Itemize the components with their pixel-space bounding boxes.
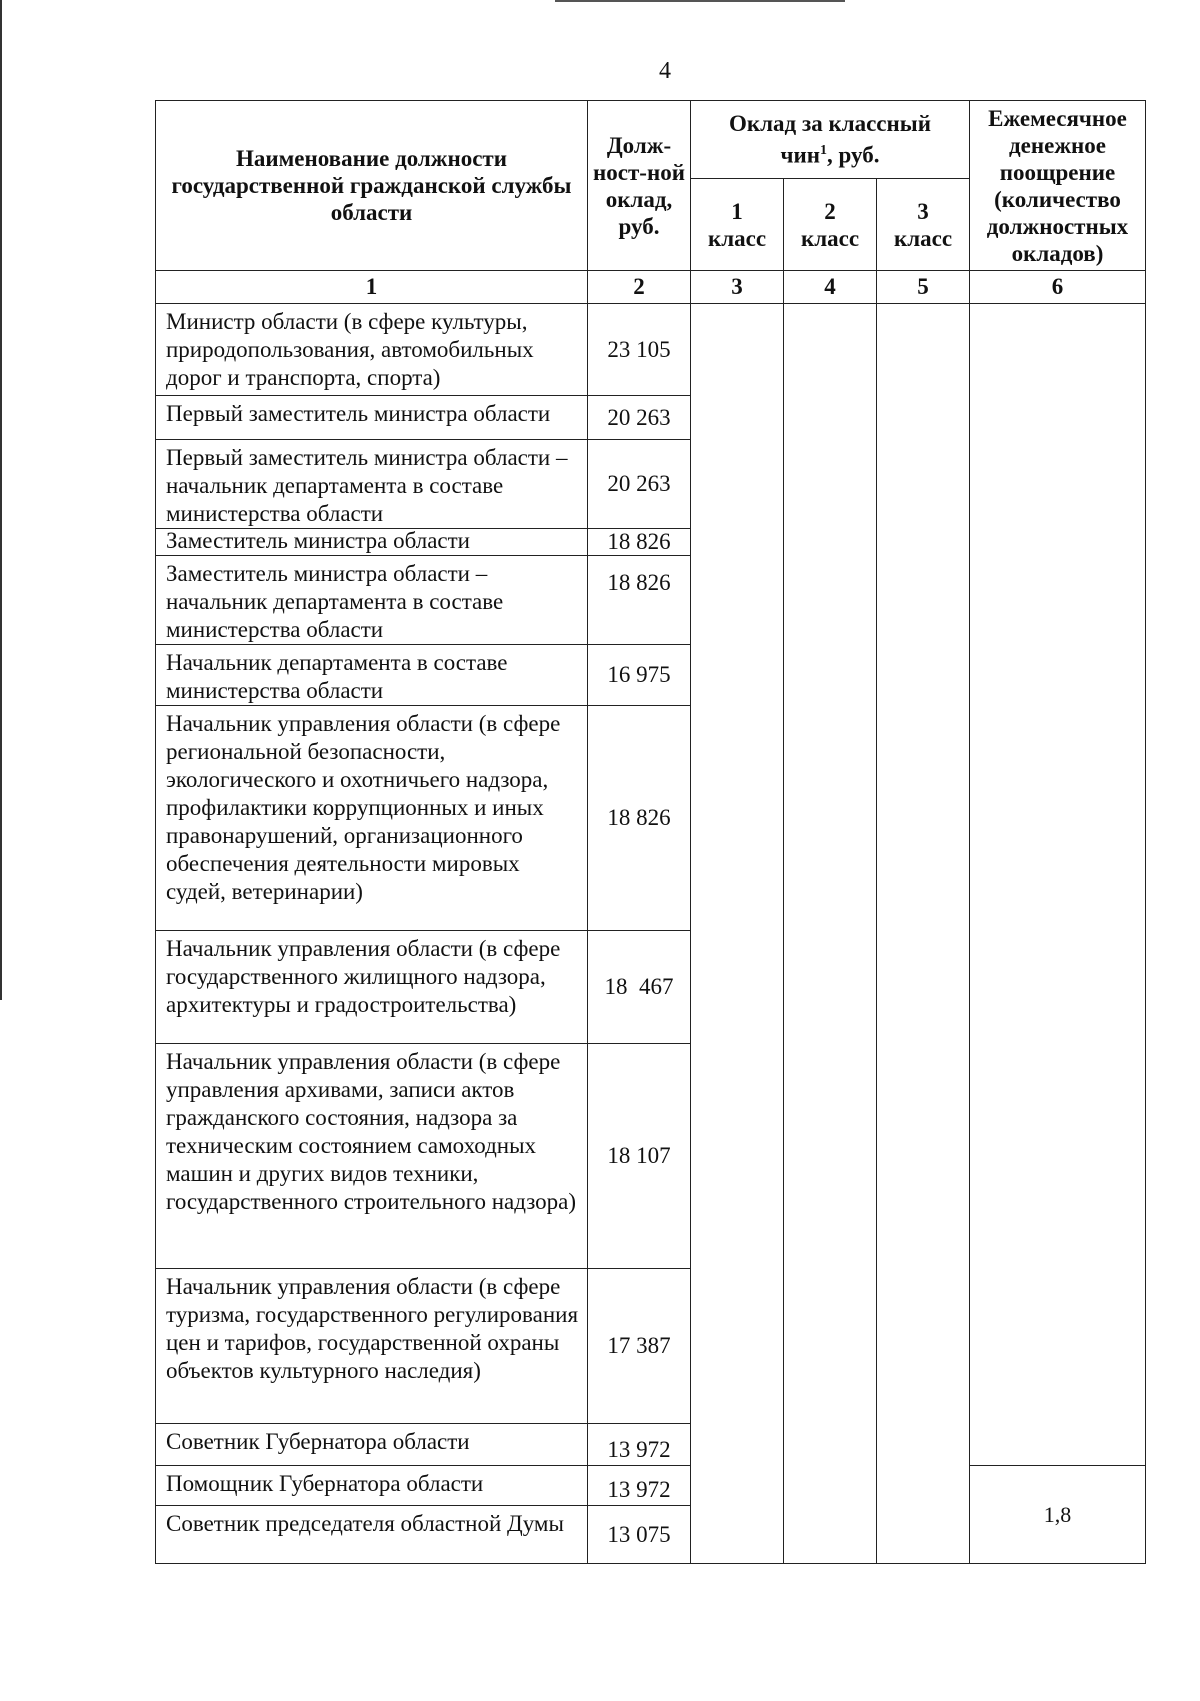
page-number: 4 [659,58,671,84]
header-salary: Долж-ност-ной оклад, руб. [588,101,691,271]
column-number: 6 [970,271,1146,304]
header-class-rank-suffix: , руб. [827,142,880,168]
position-name: Начальник управления области (в сфере государственного жилищного надзора, архитектуры и градостроительства) [156,931,588,1044]
header-class-rank-prefix: Оклад за классный чин [729,111,931,168]
column-number: 4 [784,271,877,304]
header-class-3: 3 класс [877,179,970,271]
bonus-cell-empty [970,304,1146,1466]
position-salary: 18 826 [588,556,691,645]
salary-table [155,100,1146,1564]
position-salary: 23 105 [588,304,691,396]
position-salary: 13 972 [588,1466,691,1506]
scan-artifact-top [555,0,845,2]
header-class-rank [691,101,970,179]
header-bonus: Ежемесячное денежное поощрение (количество должностных окладов) [970,101,1146,271]
class-2-cell [784,304,877,1564]
position-salary: 17 387 [588,1269,691,1424]
table-row [156,1466,1146,1506]
bonus-value: 1,8 [970,1466,1146,1564]
position-name: Первый заместитель министра области – начальник департамента в составе министерства области [156,440,588,529]
position-salary: 13 075 [588,1506,691,1564]
header-class-rank-footnote: 1 [820,143,828,159]
position-name: Начальник управления области (в сфере управления архивами, записи актов гражданского состояния, надзора за техническим состоянием самоходных машин и других видов техники, государственного строительного надзора) [156,1044,588,1269]
position-name: Начальник управления области (в сфере туризма, государственного регулирования цен и тарифов, государственной охраны объектов культурного наследия) [156,1269,588,1424]
column-number: 5 [877,271,970,304]
position-salary: 18 107 [588,1044,691,1269]
position-salary: 16 975 [588,645,691,706]
position-name: Заместитель министра области – начальник департамента в составе министерства области [156,556,588,645]
header-class-2: 2 класс [784,179,877,271]
position-name: Заместитель министра области [156,529,588,556]
column-number: 3 [691,271,784,304]
header-class-1: 1 класс [691,179,784,271]
header-position-name: Наименование должности государственной гражданской службы области [156,101,588,271]
position-name: Министр области (в сфере культуры, природопользования, автомобильных дорог и транспорта, спорта) [156,304,588,396]
position-name: Начальник департамента в составе министерства области [156,645,588,706]
position-name: Первый заместитель министра области [156,396,588,440]
column-number: 1 [156,271,588,304]
position-name: Помощник Губернатора области [156,1466,588,1506]
position-salary: 13 972 [588,1424,691,1466]
position-name: Начальник управления области (в сфере региональной безопасности, экологического и охотничьего надзора, профилактики коррупционных и иных правонарушений, организационного обеспечения деятельности мировых судей, ветеринарии) [156,706,588,931]
position-salary: 18 826 [588,529,691,556]
position-salary: 18 826 [588,706,691,931]
position-salary: 20 263 [588,440,691,529]
column-numbers-row [156,271,1146,304]
position-salary: 20 263 [588,396,691,440]
class-1-cell [691,304,784,1564]
position-salary: 18 467 [588,931,691,1044]
scan-artifact-left [0,0,2,1000]
table-row [156,304,1146,396]
class-3-cell [877,304,970,1564]
position-name: Советник председателя областной Думы [156,1506,588,1564]
position-name: Советник Губернатора области [156,1424,588,1466]
column-number: 2 [588,271,691,304]
